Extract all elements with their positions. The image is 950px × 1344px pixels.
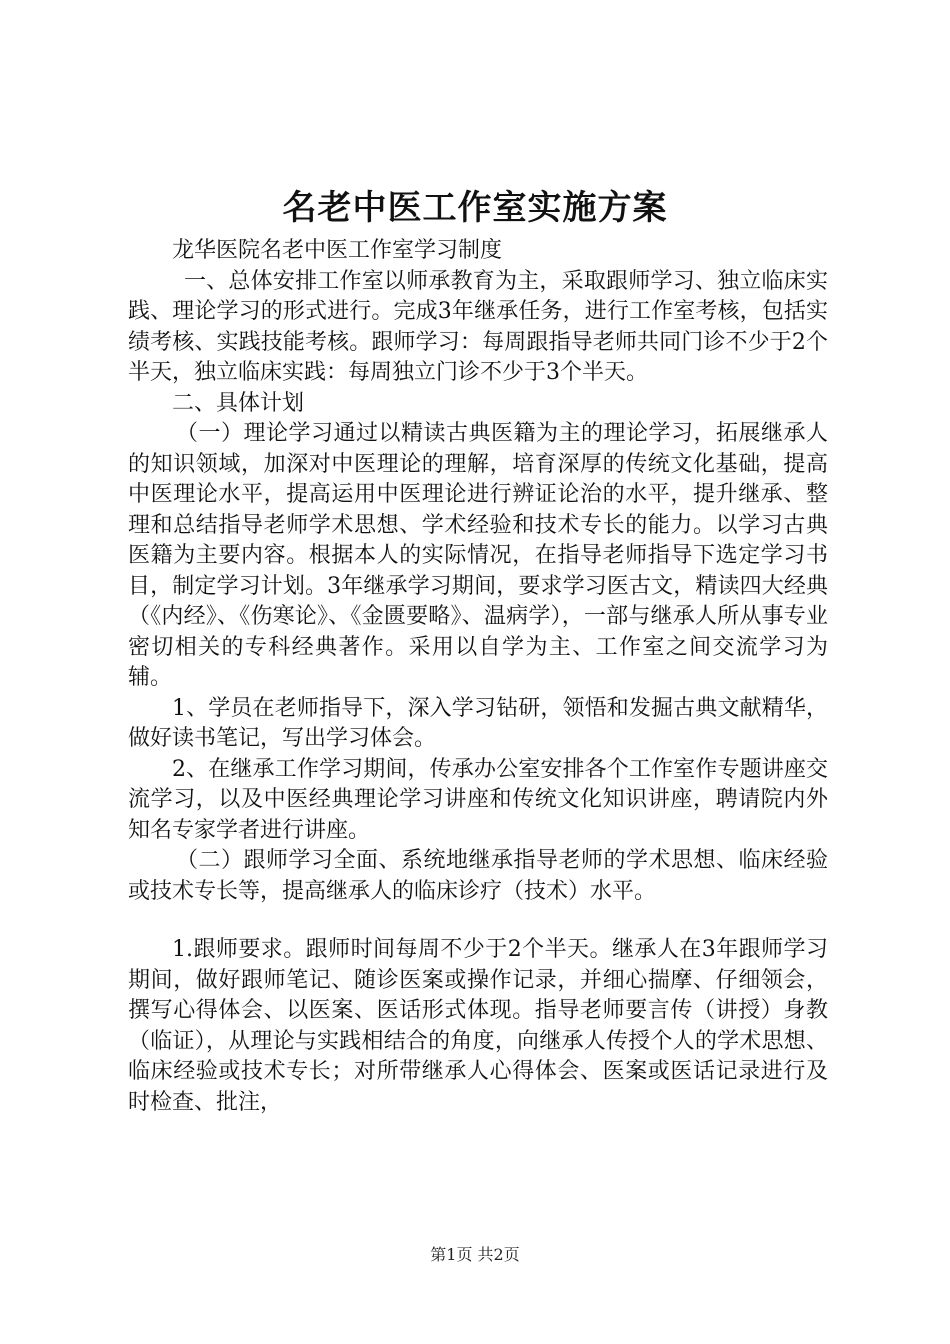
document-body xyxy=(128,236,828,1118)
paragraph-mentor-study: （二）跟师学习全面、系统地继承指导老师的学术思想、临床经验或技术专长等，提高继承人的临床诊疗（技术）水平。 xyxy=(128,848,828,904)
paragraph-item-1: 1、学员在老师指导下，深入学习钻研，领悟和发掘古典文献精华，做好读书笔记，写出学习体会。 xyxy=(128,695,828,751)
paragraph-specific-plan-heading: 二、具体计划 xyxy=(172,390,305,416)
document-title: 名老中医工作室实施方案 xyxy=(282,188,668,228)
paragraph-item-2: 2、在继承工作学习期间，传承办公室安排各个工作室作专题讲座交流学习，以及中医经典理论学习讲座和传统文化知识讲座，聘请院内外知名专家学者进行讲座。 xyxy=(128,756,828,843)
paragraph-subtitle: 龙华医院名老中医工作室学习制度 xyxy=(172,238,503,263)
page-number-footer: 第1页 共2页 xyxy=(430,1245,520,1264)
paragraph-overall-arrangement: 一、总体安排工作室以师承教育为主，采取跟师学习、独立临床实践、理论学习的形式进行。完成3年继承任务，进行工作室考核，包括实绩考核、实践技能考核。跟师学习：每周跟指导老师共同门诊不少于2个半天，独立临床实践：每周独立门诊不少于3个半天。 xyxy=(128,268,828,385)
paragraph-theory-study: （一）理论学习通过以精读古典医籍为主的理论学习，拓展继承人的知识领域，加深对中医理论的理解，培育深厚的传统文化基础，提高中医理论水平，提高运用中医理论进行辨证论治的水平，提升继承、整理和总结指导老师学术思想、学术经验和技术专长的能力。以学习古典医籍为主要内容。根据本人的实际情况，在指导老师指导下选定学习书目，制定学习计划。3年继承学习期间，要求学习医古文，精读四大经典（《内经》、《伤寒论》、《金匮要略》、温病学），一部与继承人所从事专业密切相关的专科经典著作。采用以自学为主、工作室之间交流学习为辅。 xyxy=(128,421,828,690)
paragraph-mentor-requirements: 1.跟师要求。跟师时间每周不少于2个半天。继承人在3年跟师学习期间，做好跟师笔记、随诊医案或操作记录，并细心揣摩、仔细领会，撰写心得体会、以医案、医话形式体现。指导老师要言传（讲授）身教（临证），从理论与实践相结合的角度，向继承人传授个人的学术思想、临床经验或技术专长；对所带继承人心得体会、医案或医话记录进行及时检查、批注， xyxy=(128,937,828,1115)
